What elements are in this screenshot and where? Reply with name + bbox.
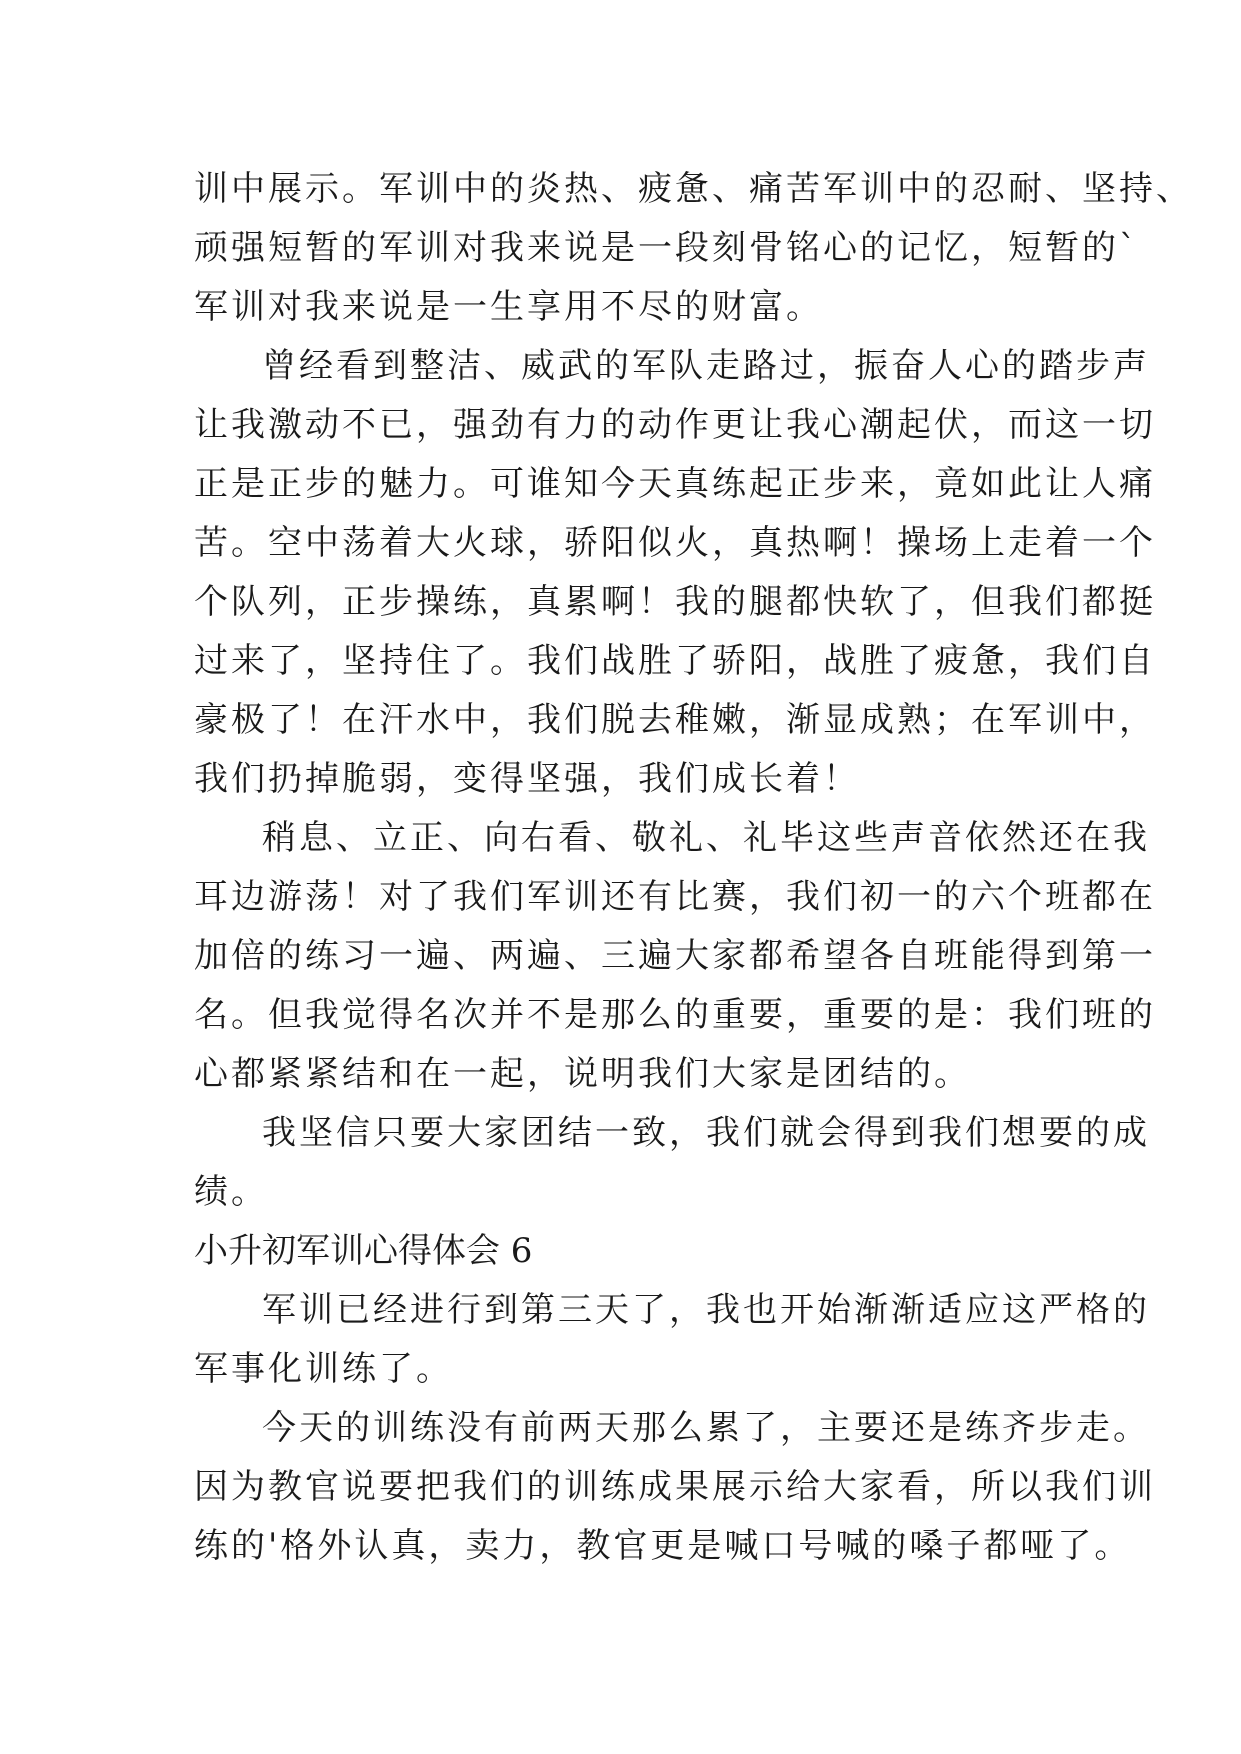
text-line: 个队列，正步操练，真累啊！我的腿都快软了，但我们都挺 [194,582,1156,622]
text-line: 我们扔掉脆弱，变得坚强，我们成长着！ [194,759,860,799]
text-line: 绩。 [194,1172,268,1212]
text-line: 军训已经进行到第三天了，我也开始渐渐适应这严格的 [262,1290,1150,1330]
text-line: 训中展示。军训中的炎热、疲惫、痛苦军训中的忍耐、坚持、 [194,169,1193,209]
text-line: 练的'格外认真，卖力，教官更是喊口号喊的嗓子都哑了。 [194,1526,1132,1566]
text-line: 豪极了！在汗水中，我们脱去稚嫩，渐显成熟；在军训中， [194,700,1156,740]
text-line: 军训对我来说是一生享用不尽的财富。 [194,287,823,327]
paragraph [194,1399,1156,1576]
paragraph [194,809,1156,1104]
section-heading: 小升初军训心得体会 6 [194,1231,533,1271]
text-line: 加倍的练习一遍、两遍、三遍大家都希望各自班能得到第一 [194,936,1156,976]
text-line: 名。但我觉得名次并不是那么的重要，重要的是：我们班的 [194,995,1156,1035]
text-line: 因为教官说要把我们的训练成果展示给大家看，所以我们训 [194,1467,1156,1507]
text-line: 苦。空中荡着大火球，骄阳似火，真热啊！操场上走着一个 [194,523,1156,563]
text-line: 今天的训练没有前两天那么累了，主要还是练齐步走。 [262,1408,1150,1448]
paragraph [194,1104,1150,1222]
paragraph [194,337,1156,809]
text-line: 正是正步的魅力。可谁知今天真练起正步来，竟如此让人痛 [194,464,1156,504]
text-line: 让我激动不已，强劲有力的动作更让我心潮起伏，而这一切 [194,405,1156,445]
text-line: 心都紧紧结和在一起，说明我们大家是团结的。 [194,1054,971,1094]
text-line: 顽强短暂的军训对我来说是一段刻骨铭心的记忆，短暂的` [194,228,1139,268]
text-line: 过来了，坚持住了。我们战胜了骄阳，战胜了疲惫，我们自 [194,641,1156,681]
text-line: 耳边游荡！对了我们军训还有比赛，我们初一的六个班都在 [194,877,1156,917]
text-line: 军事化训练了。 [194,1349,453,1389]
paragraph [194,1281,1150,1399]
paragraph [194,160,1193,337]
text-line: 稍息、立正、向右看、敬礼、礼毕这些声音依然还在我 [262,818,1150,858]
text-line: 曾经看到整洁、威武的军队走路过，振奋人心的踏步声 [262,346,1150,386]
text-line: 我坚信只要大家团结一致，我们就会得到我们想要的成 [262,1113,1150,1153]
document-body [194,160,1193,1576]
